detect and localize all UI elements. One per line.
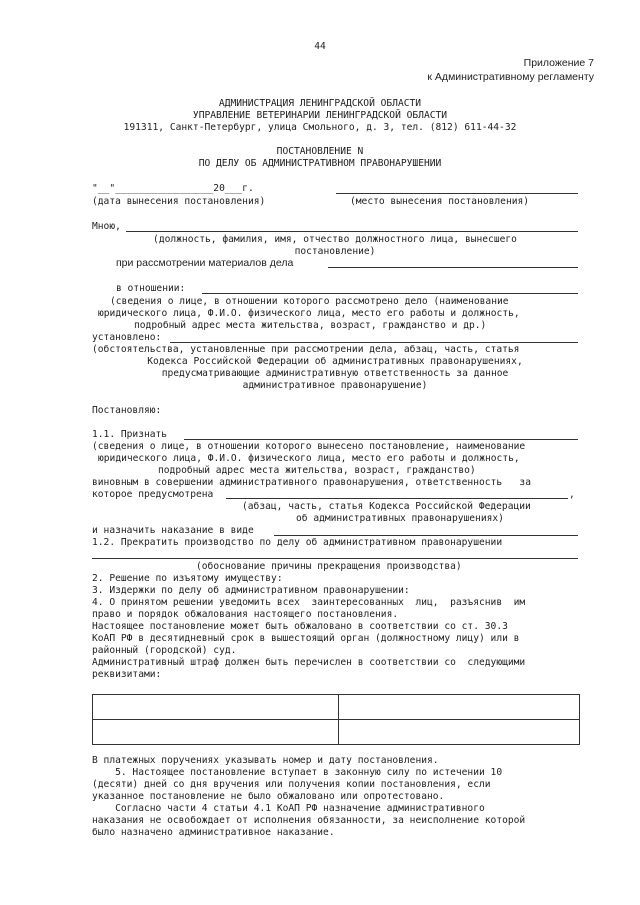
item-2: 2. Решение по изъятому имуществу:: [92, 573, 283, 584]
appendix-line-1: Приложение 7: [523, 57, 594, 69]
document-title: ПОСТАНОВЛЕНИЕ N: [276, 146, 364, 157]
penalty-field: [274, 535, 578, 536]
established-caption-4: административное правонарушение): [242, 380, 428, 391]
appeal-line-2: КоАП РФ в десятидневный срок в вышестоящий орган (должностному лицу) или в: [92, 633, 520, 644]
regarding-label: в отношении:: [116, 283, 186, 294]
article-caption-2: об административных правонарушениях): [296, 513, 504, 524]
item-1-1-caption-3: подробный адрес места жительства, возраст, гражданство): [158, 465, 476, 476]
item-1-1-caption-2: юридического лица, Ф.И.О. физического лица, место его работы и должность,: [98, 453, 520, 464]
established-field: [170, 342, 578, 343]
article-comma: ,: [569, 489, 575, 500]
appeal-line-3: районный (городской) суд.: [92, 645, 237, 656]
regarding-caption-2: юридического лица, Ф.И.О. физического лица, место его работы и должность,: [98, 308, 520, 319]
table-row: [93, 695, 580, 720]
table-cell: [93, 720, 339, 745]
item-1-2-caption: (обоснование причины прекращения производства): [196, 561, 462, 572]
item-3: 3. Издержки по делу об административном правонарушении:: [92, 585, 410, 596]
item-1-1-field: [184, 439, 578, 440]
requisites-table: [92, 694, 580, 745]
date-caption: (дата вынесения постановления): [92, 196, 266, 207]
appeal-line-1: Настоящее постановление может быть обжаловано в соответствии со ст. 30.3: [92, 621, 508, 632]
materials-label: при рассмотрении материалов дела: [116, 257, 294, 269]
item-4-line-2: право и порядок обжалования настоящего постановления.: [92, 609, 399, 620]
item-5-line-3: указанное постановление не было обжаловано или опротестовано.: [92, 791, 445, 802]
item-1-2-field: [92, 558, 578, 559]
date-field: "__"_________________20___г.: [92, 183, 254, 194]
document-subtitle: ПО ДЕЛУ ОБ АДМИНИСТРАТИВНОМ ПРАВОНАРУШЕНИИ: [198, 158, 442, 169]
fine-line-2: реквизитами:: [92, 669, 162, 680]
table-cell: [93, 695, 339, 720]
materials-field: [328, 267, 578, 268]
appendix-line-2: к Административному регламенту: [427, 71, 594, 83]
page-number: 44: [314, 41, 326, 52]
item-1-1-label: 1.1. Признать: [92, 429, 168, 440]
official-field: [126, 231, 578, 232]
payment-note: В платежных поручениях указывать номер и дату постановления.: [92, 755, 439, 766]
note-line-1: Согласно части 4 статьи 4.1 КоАП РФ назначение административного: [92, 803, 485, 814]
official-caption-2: постановление): [294, 246, 376, 257]
table-cell: [339, 695, 580, 720]
fine-line-1: Административный штраф должен быть перечислен в соответствии со следующими: [92, 657, 526, 668]
item-5-line-2: (десяти) дней со дня вручения или получения копии постановления, если: [92, 779, 491, 790]
header-line-2: УПРАВЛЕНИЕ ВЕТЕРИНАРИИ ЛЕНИНГРАДСКОЙ ОБЛАСТИ: [192, 110, 448, 121]
place-field: [336, 193, 578, 194]
note-line-3: было назначено административное наказание.: [92, 827, 335, 838]
established-caption-2: Кодекса Российской Федерации об административных правонарушениях,: [147, 356, 523, 367]
decree-label: Постановляю:: [92, 405, 162, 416]
item-5-line-1: 5. Настоящее постановление вступает в законную силу по истечении 10: [92, 767, 503, 778]
note-line-2: наказания не освобождает от исполнения обязанности, за неисполнение которой: [92, 815, 526, 826]
table-row: [93, 720, 580, 745]
item-1-2: 1.2. Прекратить производство по делу об административном правонарушении: [92, 537, 503, 548]
official-label: Мною,: [92, 221, 121, 232]
established-caption-3: предусматривающие административную ответственность за данное: [161, 368, 509, 379]
table-cell: [339, 720, 580, 745]
regarding-caption-3: подробный адрес места жительства, возраст, гражданство и др.): [134, 320, 487, 331]
guilty-line-2: которое предусмотрена: [92, 489, 214, 500]
regarding-caption-1: (сведения о лице, в отношении которого рассмотрено дело (наименование: [110, 296, 509, 307]
item-4-line-1: 4. О принятом решении уведомить всех заинтересованных лиц, разъяснив им: [92, 597, 526, 608]
guilty-line-1: виновным в совершении административного правонарушения, ответственность за: [92, 477, 531, 488]
official-caption-1: (должность, фамилия, имя, отчество должностного лица, вынесшего: [153, 234, 517, 245]
established-caption-1: (обстоятельства, установленные при рассмотрении дела, абзац, часть, статья: [92, 344, 520, 355]
established-label: установлено:: [92, 332, 162, 343]
regarding-field: [202, 293, 578, 294]
item-1-1-caption-1: (сведения о лице, в отношении которого вынесено постановление, наименование: [92, 441, 526, 452]
header-address: 191311, Санкт-Петербург, улица Смольного, д. 3, тел. (812) 611-44-32: [123, 122, 517, 133]
header-line-1: АДМИНИСТРАЦИЯ ЛЕНИНГРАДСКОЙ ОБЛАСТИ: [218, 98, 422, 109]
penalty-label: и назначить наказание в виде: [92, 525, 254, 536]
article-field: [226, 498, 568, 499]
article-caption-1: (абзац, часть, статья Кодекса Российской Федерации: [242, 501, 531, 512]
place-caption: (место вынесения постановления): [350, 196, 530, 207]
